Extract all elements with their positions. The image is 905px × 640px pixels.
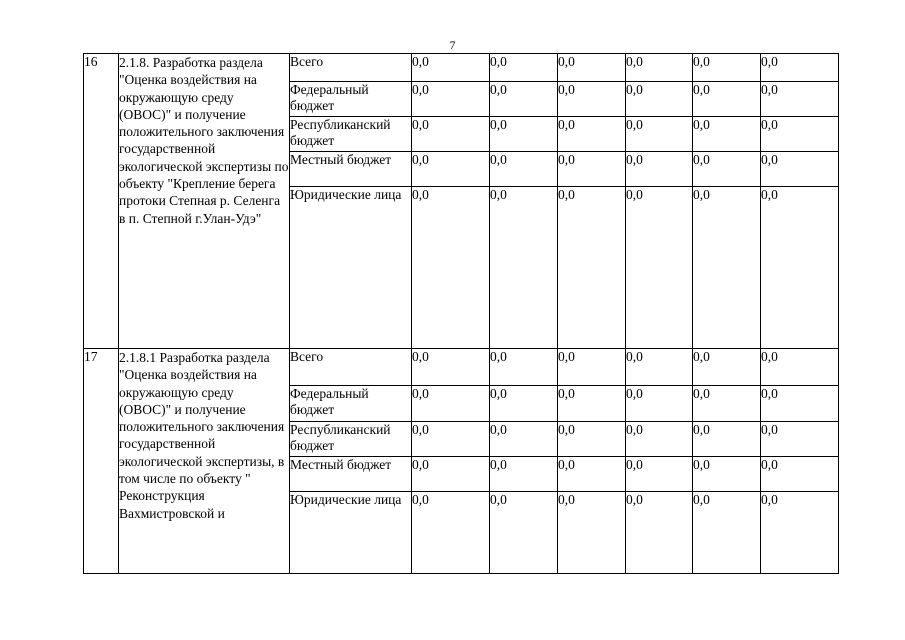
value-cell: 0,0 bbox=[693, 82, 761, 117]
value-cell: 0,0 bbox=[412, 187, 490, 349]
source-label: Федеральный бюджет bbox=[290, 82, 412, 117]
value-cell: 0,0 bbox=[626, 457, 693, 492]
value-cell: 0,0 bbox=[693, 152, 761, 187]
value-cell: 0,0 bbox=[761, 349, 839, 386]
value-cell: 0,0 bbox=[626, 187, 693, 349]
table-body bbox=[84, 54, 839, 574]
value-cell: 0,0 bbox=[761, 386, 839, 422]
value-cell: 0,0 bbox=[412, 152, 490, 187]
value-cell: 0,0 bbox=[761, 54, 839, 82]
value-cell: 0,0 bbox=[693, 117, 761, 152]
value-cell: 0,0 bbox=[558, 82, 626, 117]
value-cell: 0,0 bbox=[693, 457, 761, 492]
value-cell: 0,0 bbox=[558, 152, 626, 187]
value-cell: 0,0 bbox=[490, 386, 558, 422]
funding-table bbox=[83, 53, 839, 574]
value-cell: 0,0 bbox=[761, 457, 839, 492]
value-cell: 0,0 bbox=[693, 492, 761, 574]
value-cell: 0,0 bbox=[412, 82, 490, 117]
value-cell: 0,0 bbox=[761, 422, 839, 457]
value-cell: 0,0 bbox=[626, 422, 693, 457]
value-cell: 0,0 bbox=[490, 82, 558, 117]
value-cell: 0,0 bbox=[626, 492, 693, 574]
value-cell: 0,0 bbox=[761, 82, 839, 117]
value-cell: 0,0 bbox=[558, 349, 626, 386]
value-cell: 0,0 bbox=[490, 152, 558, 187]
value-cell: 0,0 bbox=[558, 187, 626, 349]
value-cell: 0,0 bbox=[626, 152, 693, 187]
value-cell: 0,0 bbox=[490, 349, 558, 386]
value-cell: 0,0 bbox=[490, 422, 558, 457]
value-cell: 0,0 bbox=[558, 54, 626, 82]
value-cell: 0,0 bbox=[412, 457, 490, 492]
value-cell: 0,0 bbox=[626, 386, 693, 422]
value-cell: 0,0 bbox=[412, 117, 490, 152]
value-cell: 0,0 bbox=[558, 422, 626, 457]
value-cell: 0,0 bbox=[761, 187, 839, 349]
value-cell: 0,0 bbox=[693, 422, 761, 457]
value-cell: 0,0 bbox=[693, 54, 761, 82]
value-cell: 0,0 bbox=[558, 457, 626, 492]
source-label: Юридические лица bbox=[290, 492, 412, 574]
source-label: Местный бюджет bbox=[290, 457, 412, 492]
source-label: Всего bbox=[290, 54, 412, 82]
source-label: Местный бюджет bbox=[290, 152, 412, 187]
value-cell: 0,0 bbox=[490, 457, 558, 492]
value-cell: 0,0 bbox=[761, 492, 839, 574]
value-cell: 0,0 bbox=[761, 117, 839, 152]
value-cell: 0,0 bbox=[693, 349, 761, 386]
value-cell: 0,0 bbox=[412, 386, 490, 422]
value-cell: 0,0 bbox=[693, 386, 761, 422]
value-cell: 0,0 bbox=[558, 492, 626, 574]
value-cell: 0,0 bbox=[490, 187, 558, 349]
value-cell: 0,0 bbox=[412, 54, 490, 82]
source-label: Юридические лица bbox=[290, 187, 412, 349]
value-cell: 0,0 bbox=[626, 117, 693, 152]
value-cell: 0,0 bbox=[412, 422, 490, 457]
row-description: 2.1.8. Разработка раздела "Оценка воздействия на окружающую среду (ОВОС)" и получение положительного заключения государственной экологической экспертизы по объекту "Крепление берега протоки Степная р. Селенга в п. Степной г.Улан-Удэ" bbox=[119, 54, 290, 349]
value-cell: 0,0 bbox=[626, 349, 693, 386]
source-label: Всего bbox=[290, 349, 412, 386]
value-cell: 0,0 bbox=[626, 54, 693, 82]
value-cell: 0,0 bbox=[693, 187, 761, 349]
value-cell: 0,0 bbox=[412, 349, 490, 386]
source-label: Республиканский бюджет bbox=[290, 117, 412, 152]
table-row bbox=[84, 349, 839, 386]
source-label: Федеральный бюджет bbox=[290, 386, 412, 422]
value-cell: 0,0 bbox=[626, 82, 693, 117]
page-number: 7 bbox=[449, 38, 456, 52]
row-number: 17 bbox=[84, 349, 119, 574]
row-description: 2.1.8.1 Разработка раздела "Оценка воздействия на окружающую среду (ОВОС)" и получение положительного заключения государственной экологической экспертизы, в том числе по объекту " Реконструкция Вахмистровской и bbox=[119, 349, 290, 574]
value-cell: 0,0 bbox=[412, 492, 490, 574]
value-cell: 0,0 bbox=[558, 386, 626, 422]
value-cell: 0,0 bbox=[490, 492, 558, 574]
table-row bbox=[84, 54, 839, 82]
value-cell: 0,0 bbox=[761, 152, 839, 187]
value-cell: 0,0 bbox=[490, 54, 558, 82]
source-label: Республиканский бюджет bbox=[290, 422, 412, 457]
row-number: 16 bbox=[84, 54, 119, 349]
value-cell: 0,0 bbox=[558, 117, 626, 152]
value-cell: 0,0 bbox=[490, 117, 558, 152]
